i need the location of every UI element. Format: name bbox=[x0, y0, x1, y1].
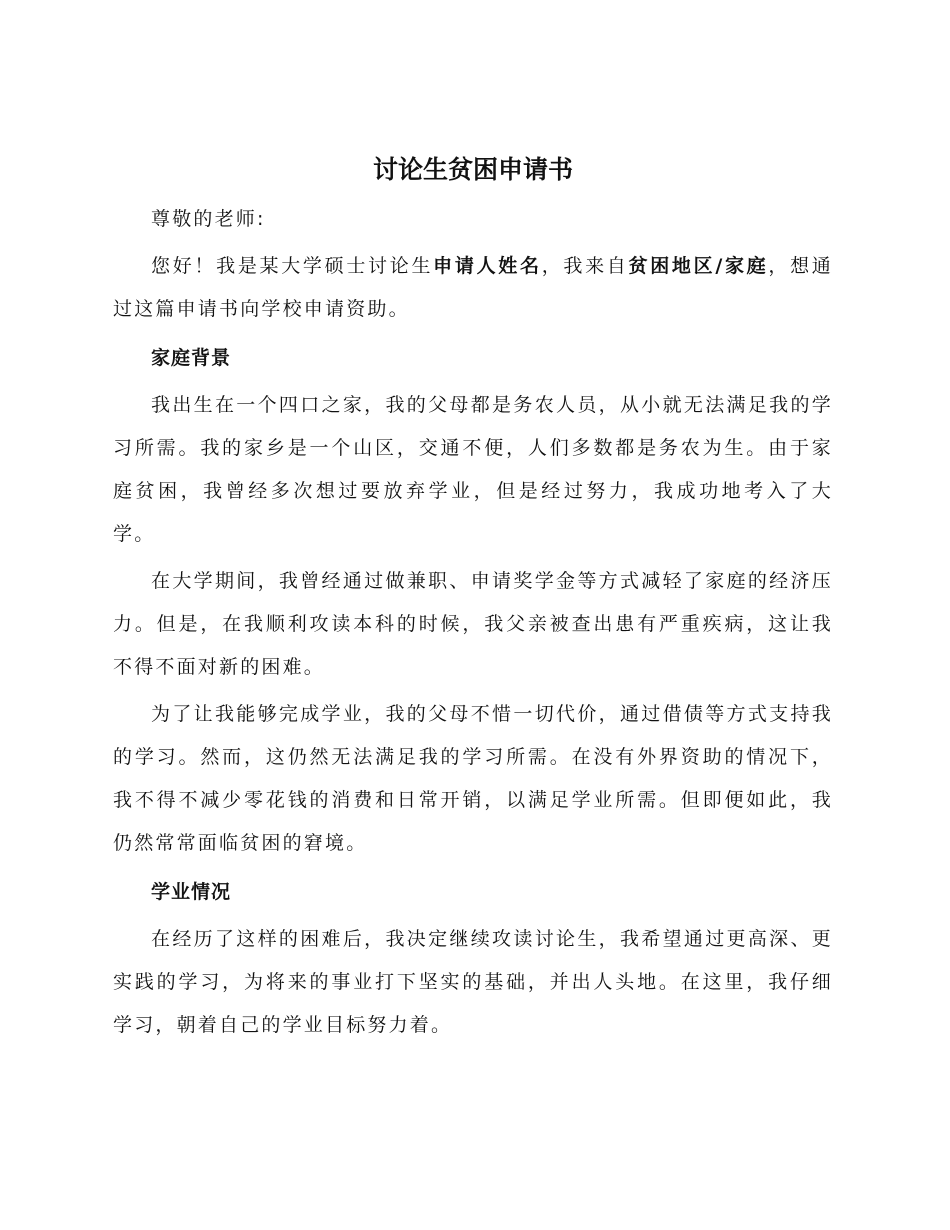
section-heading-academic-status: 学业情况 bbox=[151, 881, 232, 903]
intro-paragraph bbox=[113, 245, 833, 331]
region-placeholder: 贫困地区/家庭 bbox=[628, 255, 769, 277]
document-body bbox=[113, 150, 833, 1051]
paragraph: 在大学期间，我曾经通过做兼职、申请奖学金等方式减轻了家庭的经济压力。但是，在我顺利攻读本科的时候，我父亲被查出患有严重疾病，这让我不得不面对新的困难。 bbox=[113, 570, 833, 678]
intro-text-1: 您好！我是某大学硕士讨论生 bbox=[151, 255, 434, 277]
paragraph: 为了让我能够完成学业，我的父母不惜一切代价，通过借债等方式支持我的学习。然而，这仍然无法满足我的学习所需。在没有外界资助的情况下，我不得不减少零花钱的消费和日常开销，以满足学业所需。但即便如此，我仍然常常面临贫困的窘境。 bbox=[113, 703, 833, 854]
document-title: 讨论生贫困申请书 bbox=[372, 155, 573, 184]
salutation: 尊敬的老师: bbox=[151, 208, 266, 230]
intro-text-3: ，想通过这篇申请书向学校申请资助。 bbox=[113, 255, 833, 320]
applicant-name-placeholder: 申请人姓名 bbox=[433, 255, 542, 277]
section-heading-family-background: 家庭背景 bbox=[151, 347, 232, 369]
paragraph: 在经历了这样的困难后，我决定继续攻读讨论生，我希望通过更高深、更实践的学习，为将来的事业打下坚实的基础，并出人头地。在这里，我仔细学习，朝着自己的学业目标努力着。 bbox=[113, 928, 833, 1036]
intro-text-2: ，我来自 bbox=[541, 255, 629, 277]
paragraph: 我出生在一个四口之家，我的父母都是务农人员，从小就无法满足我的学习所需。我的家乡是一个山区，交通不便，人们多数都是务农为生。由于家庭贫困，我曾经多次想过要放弃学业，但是经过努力，我成功地考入了大学。 bbox=[113, 394, 833, 545]
